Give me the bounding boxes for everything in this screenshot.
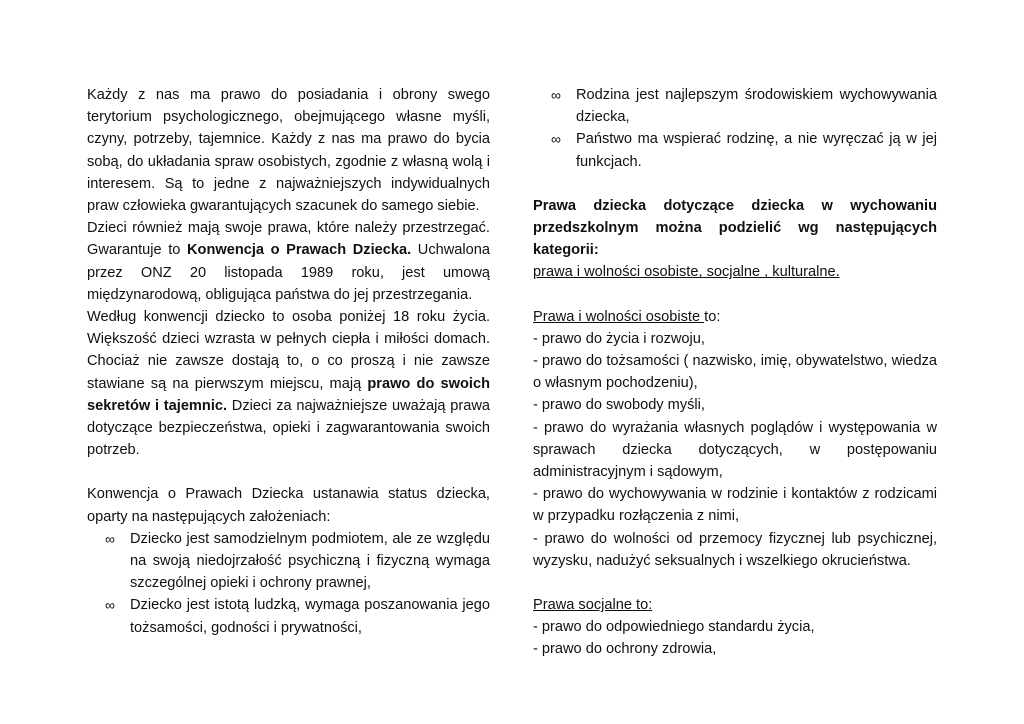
left-column	[87, 84, 490, 639]
personal-rights-title: Prawa i wolności osobiste to:	[533, 308, 721, 325]
assumptions-list	[87, 528, 490, 639]
list-item: - prawo do życia i rozwoju,	[533, 330, 705, 347]
infinity-bullet-icon: ∞	[551, 87, 561, 103]
definition-paragraph	[87, 306, 490, 461]
list-item: - prawo do wychowywania w rodzinie i kontaktów z rodzicami w przypadku rozłączenia z nimi,	[533, 486, 937, 525]
list-item: ∞ Dziecko jest istotą ludzką, wymaga poszanowania jego tożsamości, godności i prywatności,	[87, 594, 490, 638]
assumptions-list-continued	[533, 84, 937, 173]
right-column	[533, 84, 937, 661]
secrets-right: prawo do swoich sekretów i tajemnic.	[87, 375, 490, 414]
intro-paragraph: Każdy z nas ma prawo do posiadania i obrony swego terytorium psychologicznego, obejmującego własne myśli, czyny, potrzeby, tajemnice. Każdy z nas ma prawo do bycia sobą, do układania spraw osobistych, zgodnie z własną wolą i interesem. Są to jedne z najważniejszych indywidualnych praw człowieka gwarantujących szacunek do samego siebie.	[87, 87, 490, 215]
list-item: - prawo do tożsamości ( nazwisko, imię, obywatelstwo, wiedza o własnym pochodzeniu),	[533, 353, 937, 392]
convention-name: Konwencja o Prawach Dziecka.	[187, 242, 412, 259]
list-item: ∞ Państwo ma wspierać rodzinę, a nie wyręczać ją w jej funkcjach.	[533, 128, 937, 172]
definition-text-a: Według konwencji dziecko to osoba poniżej 18 roku życia. Większość dzieci wzrasta w pełnych ciepła i miłości domach. Chociaż nie zawsze dostają to, o co proszą i nie zawsze stawiane są na pierwszym miejscu, mają	[87, 309, 490, 392]
categories-heading: Prawa dziecka dotyczące dziecka w wychowaniu przedszkolnym można podzielić wg następujących kategorii:	[533, 197, 937, 259]
social-rights-title: Prawa socjalne to:	[533, 597, 653, 614]
rights-paragraph	[87, 217, 490, 306]
status-paragraph: Konwencja o Prawach Dziecka ustanawia status dziecka, oparty na następujących założeniach:	[87, 486, 490, 525]
list-item: ∞ Rodzina jest najlepszym środowiskiem wychowywania dziecka,	[533, 84, 937, 128]
list-item: - prawo do wyrażania własnych poglądów i występowania w sprawach dziecka dotyczących, w postępowaniu administracyjnym i sądowym,	[533, 419, 937, 481]
list-item: - prawo do odpowiedniego standardu życia,	[533, 619, 815, 636]
list-item: ∞ Dziecko jest samodzielnym podmiotem, ale ze względu na swoją niedojrzałość psychiczną i fizyczną wymaga szczególnej opieki i ochrony prawnej,	[87, 528, 490, 595]
infinity-bullet-icon: ∞	[105, 530, 115, 547]
rights-text-c: Uchwalona przez ONZ 20 listopada 1989 roku, jest umową międzynarodową, obligująca państwa do jej przestrzegania.	[87, 242, 490, 303]
rights-text-a: Dzieci również mają swoje prawa, które należy przestrzegać. Gwarantuje to	[87, 220, 490, 259]
list-item: - prawo do swobody myśli,	[533, 397, 705, 414]
infinity-bullet-icon: ∞	[551, 131, 561, 148]
list-item: - prawo do ochrony zdrowia,	[533, 641, 717, 658]
definition-text-c: Dzieci za najważniejsze uważają prawa dotyczące bezpieczeństwa, opieki i zagwarantowania swoich potrzeb.	[87, 397, 490, 459]
list-item: - prawo do wolności od przemocy fizycznej lub psychicznej, wyzysku, nadużyć seksualnych i wszelkiego okrucieństwa.	[533, 530, 937, 569]
categories-list: prawa i wolności osobiste, socjalne , kulturalne.	[533, 264, 840, 281]
infinity-bullet-icon: ∞	[105, 597, 115, 614]
